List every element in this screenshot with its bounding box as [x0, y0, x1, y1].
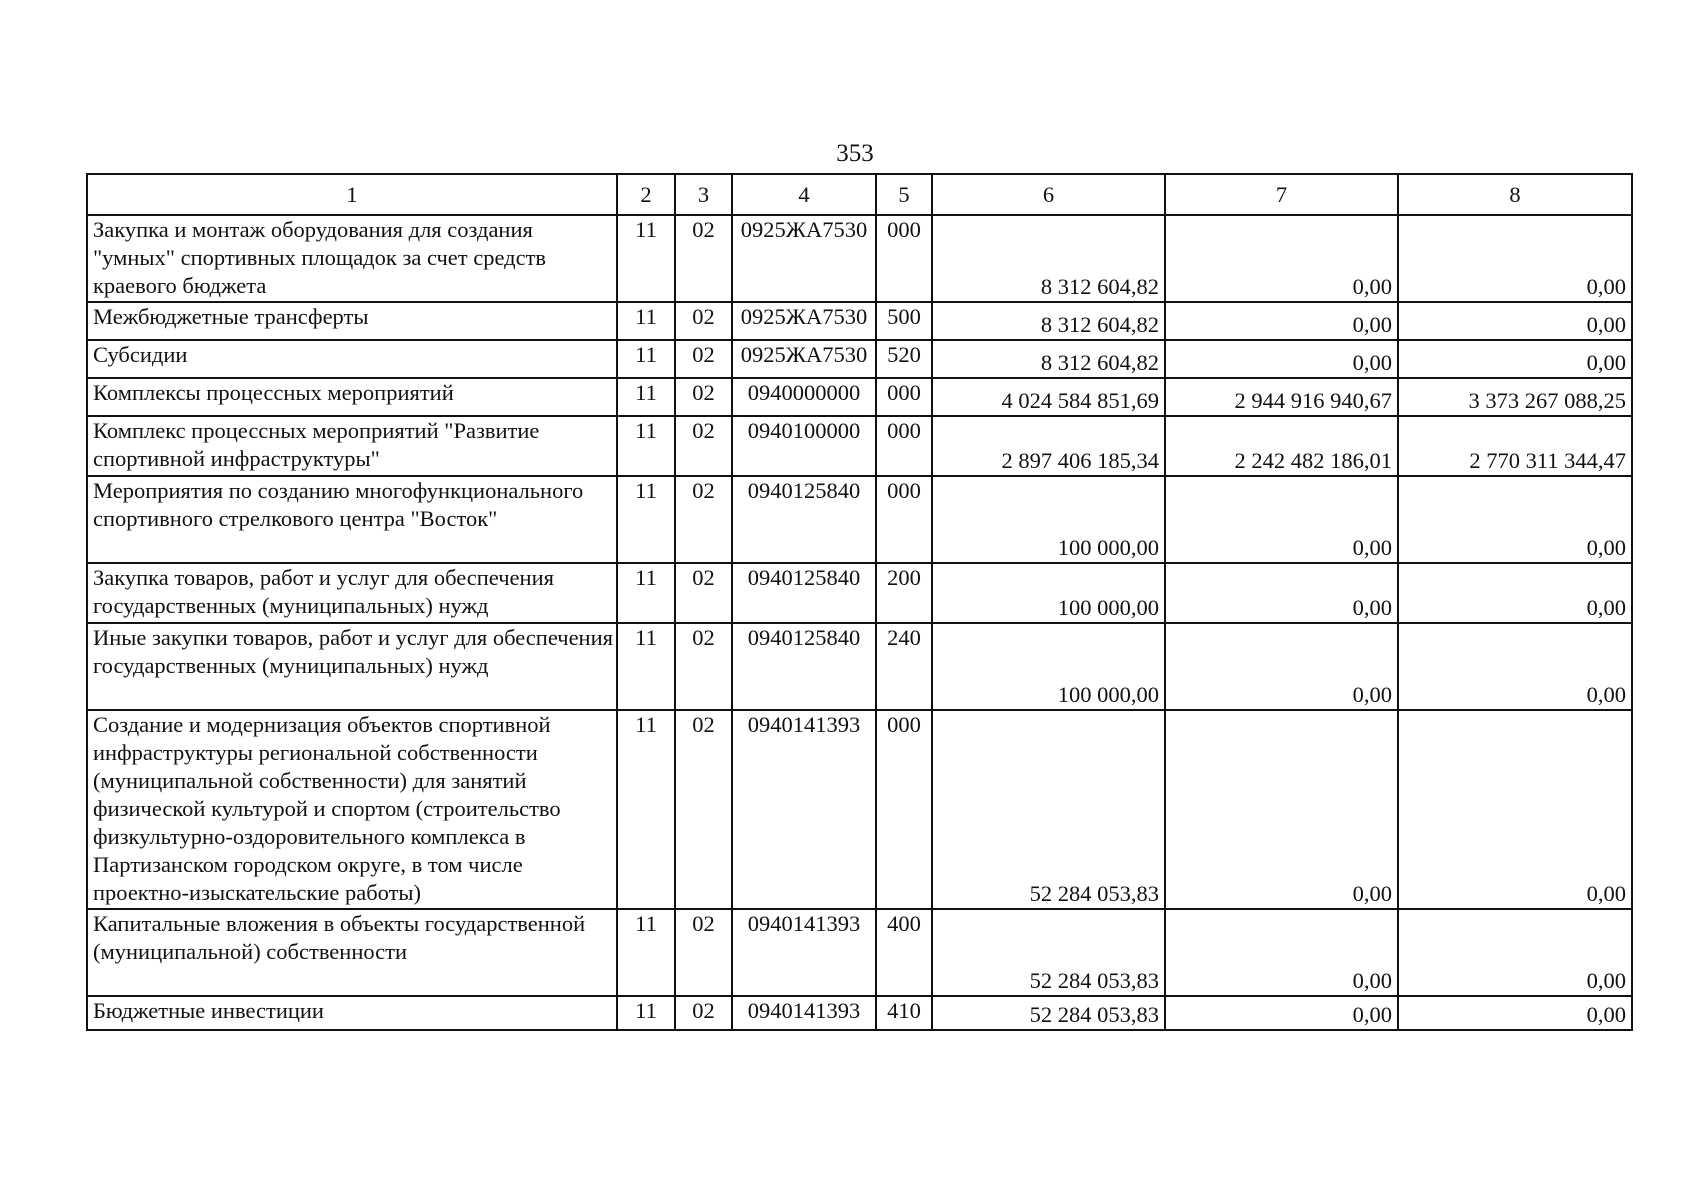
row-name: Закупка товаров, работ и услуг для обеспечения государственных (муниципальных) нужд — [87, 563, 617, 623]
table-row — [87, 416, 1632, 476]
amount-col-6: 2 897 406 185,34 — [932, 416, 1165, 476]
column-header: 4 — [732, 174, 876, 215]
table-row — [87, 563, 1632, 623]
section-code: 11 — [617, 215, 675, 302]
amount-col-7: 2 944 916 940,67 — [1165, 378, 1398, 416]
subsection-code: 02 — [675, 909, 732, 996]
amount-col-7: 0,00 — [1165, 563, 1398, 623]
row-name: Комплексы процессных мероприятий — [87, 378, 617, 416]
expense-type-code: 240 — [876, 623, 932, 710]
section-code: 11 — [617, 476, 675, 563]
amount-col-6: 8 312 604,82 — [932, 215, 1165, 302]
target-article-code: 0940141393 — [732, 909, 876, 996]
target-article-code: 0940000000 — [732, 378, 876, 416]
amount-col-8: 2 770 311 344,47 — [1398, 416, 1632, 476]
row-name: Создание и модернизация объектов спортивной инфраструктуры региональной собственности (муниципальной собственности) для занятий физической культурой и спортом (строительство физкультурно-оздоровительного комплекса в Партизанском городском округе, в том числе проектно-изыскательские работы) — [87, 710, 617, 909]
subsection-code: 02 — [675, 215, 732, 302]
section-code: 11 — [617, 623, 675, 710]
target-article-code: 0940125840 — [732, 623, 876, 710]
subsection-code: 02 — [675, 623, 732, 710]
table-row — [87, 302, 1632, 340]
column-header: 3 — [675, 174, 732, 215]
target-article-code: 0940125840 — [732, 563, 876, 623]
column-header: 1 — [87, 174, 617, 215]
amount-col-6: 100 000,00 — [932, 563, 1165, 623]
amount-col-8: 0,00 — [1398, 710, 1632, 909]
amount-col-8: 0,00 — [1398, 215, 1632, 302]
row-name: Бюджетные инвестиции — [87, 996, 617, 1030]
target-article-code: 0940141393 — [732, 996, 876, 1030]
amount-col-7: 0,00 — [1165, 623, 1398, 710]
column-header: 5 — [876, 174, 932, 215]
column-header: 6 — [932, 174, 1165, 215]
page-number: 353 — [836, 140, 874, 167]
amount-col-8: 0,00 — [1398, 340, 1632, 378]
amount-col-8: 0,00 — [1398, 909, 1632, 996]
section-code: 11 — [617, 302, 675, 340]
row-name: Закупка и монтаж оборудования для создания "умных" спортивных площадок за счет средств краевого бюджета — [87, 215, 617, 302]
row-name: Комплекс процессных мероприятий "Развитие спортивной инфраструктуры" — [87, 416, 617, 476]
subsection-code: 02 — [675, 710, 732, 909]
section-code: 11 — [617, 416, 675, 476]
section-code: 11 — [617, 909, 675, 996]
amount-col-6: 100 000,00 — [932, 476, 1165, 563]
amount-col-7: 0,00 — [1165, 476, 1398, 563]
section-code: 11 — [617, 378, 675, 416]
amount-col-6: 4 024 584 851,69 — [932, 378, 1165, 416]
table-row — [87, 340, 1632, 378]
subsection-code: 02 — [675, 340, 732, 378]
column-header: 2 — [617, 174, 675, 215]
expense-type-code: 000 — [876, 710, 932, 909]
row-name: Межбюджетные трансферты — [87, 302, 617, 340]
amount-col-8: 0,00 — [1398, 302, 1632, 340]
amount-col-7: 0,00 — [1165, 996, 1398, 1030]
target-article-code: 0940141393 — [732, 710, 876, 909]
column-header: 8 — [1398, 174, 1632, 215]
table-row — [87, 378, 1632, 416]
row-name: Субсидии — [87, 340, 617, 378]
row-name: Мероприятия по созданию многофункционального спортивного стрелкового центра "Восток" — [87, 476, 617, 563]
expense-type-code: 000 — [876, 215, 932, 302]
expense-type-code: 400 — [876, 909, 932, 996]
expense-type-code: 000 — [876, 378, 932, 416]
table-row — [87, 476, 1632, 563]
row-name: Иные закупки товаров, работ и услуг для обеспечения государственных (муниципальных) нужд — [87, 623, 617, 710]
amount-col-6: 100 000,00 — [932, 623, 1165, 710]
header-row — [87, 174, 1632, 215]
subsection-code: 02 — [675, 416, 732, 476]
expense-type-code: 520 — [876, 340, 932, 378]
expense-type-code: 000 — [876, 416, 932, 476]
amount-col-7: 2 242 482 186,01 — [1165, 416, 1398, 476]
amount-col-8: 0,00 — [1398, 563, 1632, 623]
amount-col-6: 8 312 604,82 — [932, 302, 1165, 340]
table-row — [87, 996, 1632, 1030]
section-code: 11 — [617, 563, 675, 623]
amount-col-6: 52 284 053,83 — [932, 996, 1165, 1030]
target-article-code: 0940125840 — [732, 476, 876, 563]
target-article-code: 0925ЖА7530 — [732, 340, 876, 378]
amount-col-8: 0,00 — [1398, 623, 1632, 710]
expense-type-code: 000 — [876, 476, 932, 563]
subsection-code: 02 — [675, 302, 732, 340]
subsection-code: 02 — [675, 476, 732, 563]
amount-col-8: 0,00 — [1398, 996, 1632, 1030]
table-row — [87, 215, 1632, 302]
amount-col-6: 52 284 053,83 — [932, 710, 1165, 909]
column-header: 7 — [1165, 174, 1398, 215]
target-article-code: 0925ЖА7530 — [732, 215, 876, 302]
table-row — [87, 623, 1632, 710]
amount-col-7: 0,00 — [1165, 215, 1398, 302]
amount-col-6: 8 312 604,82 — [932, 340, 1165, 378]
subsection-code: 02 — [675, 378, 732, 416]
target-article-code: 0925ЖА7530 — [732, 302, 876, 340]
amount-col-8: 0,00 — [1398, 476, 1632, 563]
budget-table — [86, 173, 1633, 1031]
expense-type-code: 200 — [876, 563, 932, 623]
subsection-code: 02 — [675, 563, 732, 623]
section-code: 11 — [617, 340, 675, 378]
row-name: Капитальные вложения в объекты государственной (муниципальной) собственности — [87, 909, 617, 996]
amount-col-7: 0,00 — [1165, 340, 1398, 378]
section-code: 11 — [617, 710, 675, 909]
table-row — [87, 909, 1632, 996]
amount-col-6: 52 284 053,83 — [932, 909, 1165, 996]
target-article-code: 0940100000 — [732, 416, 876, 476]
table-row — [87, 710, 1632, 909]
section-code: 11 — [617, 996, 675, 1030]
expense-type-code: 410 — [876, 996, 932, 1030]
amount-col-8: 3 373 267 088,25 — [1398, 378, 1632, 416]
subsection-code: 02 — [675, 996, 732, 1030]
amount-col-7: 0,00 — [1165, 909, 1398, 996]
expense-type-code: 500 — [876, 302, 932, 340]
amount-col-7: 0,00 — [1165, 302, 1398, 340]
amount-col-7: 0,00 — [1165, 710, 1398, 909]
